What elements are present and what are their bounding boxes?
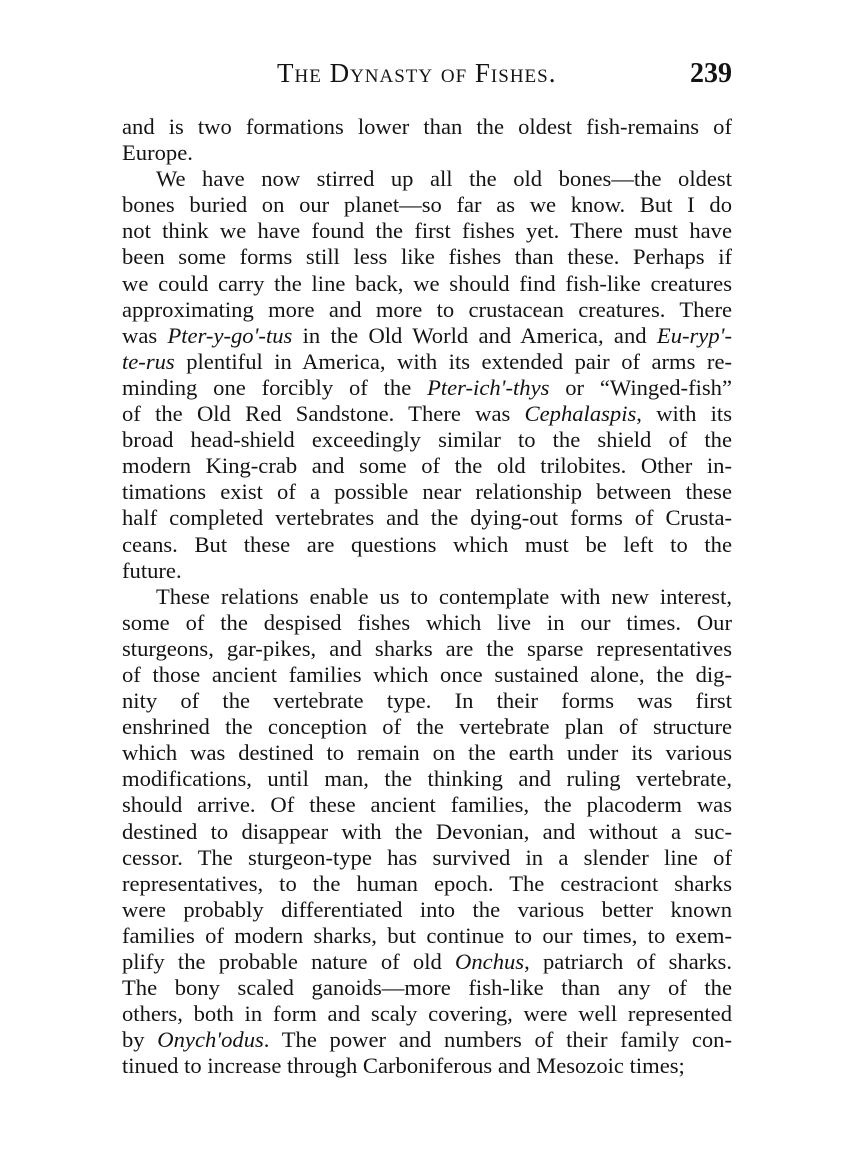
text-line: tinued to increase through Carboniferous and Mesozoic times; xyxy=(122,1053,685,1079)
text-line: bones buried on our planet—so far as we know. But I do xyxy=(122,192,732,218)
text-line: and is two formations lower than the oldest fish-remains of xyxy=(122,114,732,139)
text-line: plify the probable nature of old Onchus, patriarch of sharks. xyxy=(122,949,732,974)
page-body xyxy=(122,114,732,1079)
text-line: half completed vertebrates and the dying-out forms of Crusta- xyxy=(122,505,732,531)
text-line: some of the despised fishes which live in our times. Our xyxy=(122,609,732,635)
text-line: enshrined the conception of the vertebrate plan of structure xyxy=(122,714,732,740)
text-line: te-rus plentiful in America, with its extended pair of arms re- xyxy=(122,348,732,374)
text-line: Europe. xyxy=(122,140,193,166)
text-line: modern King-crab and some of the old trilobites. Other in- xyxy=(122,453,732,479)
text-line: We have now stirred up all the old bones—the oldest xyxy=(156,166,732,192)
text-line: of the Old Red Sandstone. There was Cephalaspis, with its xyxy=(122,401,732,427)
page-number: 239 xyxy=(690,58,732,89)
text-line: modifications, until man, the thinking and ruling vertebrate, xyxy=(122,766,732,792)
text-line: others, both in form and scaly covering, were well represented xyxy=(122,1001,732,1027)
text-line: future. xyxy=(122,557,182,583)
text-line: cessor. The sturgeon-type has survived in a slender line of xyxy=(122,844,732,870)
text-line: were probably differentiated into the various better known xyxy=(122,896,732,922)
text-line: minding one forcibly of the Pter-ich'-thys or “Winged-fish” xyxy=(122,374,732,400)
text-line: sturgeons, gar-pikes, and sharks are the sparse representatives xyxy=(122,635,732,661)
text-line: broad head-shield exceedingly similar to the shield of the xyxy=(122,427,732,453)
text-line: timations exist of a possible near relationship between these xyxy=(122,479,732,505)
text-line: destined to disappear with the Devonian, and without a suc- xyxy=(122,818,732,844)
text-line: approximating more and more to crustacean creatures. There xyxy=(122,296,732,322)
text-line: representatives, to the human epoch. The cestraciont sharks xyxy=(122,870,732,896)
text-line: not think we have found the first fishes yet. There must have xyxy=(122,218,732,244)
text-line: ceans. But these are questions which must be left to the xyxy=(122,531,732,557)
text-line: These relations enable us to contemplate with new interest, xyxy=(156,583,732,609)
page-header xyxy=(122,58,732,98)
running-title: The Dynasty of Fishes. xyxy=(277,58,557,88)
text-line: was Pter-y-go'-tus in the Old World and America, and Eu-ryp'- xyxy=(122,322,732,348)
text-line: families of modern sharks, but continue to our times, to exem- xyxy=(122,922,732,948)
text-line: which was destined to remain on the earth under its various xyxy=(122,740,732,766)
text-line: of those ancient families which once sustained alone, the dig- xyxy=(122,661,732,687)
text-line: by Onych'odus. The power and numbers of their family con- xyxy=(122,1027,732,1053)
text-line: been some forms still less like fishes than these. Perhaps if xyxy=(122,244,732,270)
text-line: we could carry the line back, we should find fish-like creatures xyxy=(122,270,732,296)
text-line: should arrive. Of these ancient families, the placoderm was xyxy=(122,792,732,818)
text-line: nity of the vertebrate type. In their forms was first xyxy=(122,688,732,714)
text-line: The bony scaled ganoids—more fish-like than any of the xyxy=(122,975,732,1001)
